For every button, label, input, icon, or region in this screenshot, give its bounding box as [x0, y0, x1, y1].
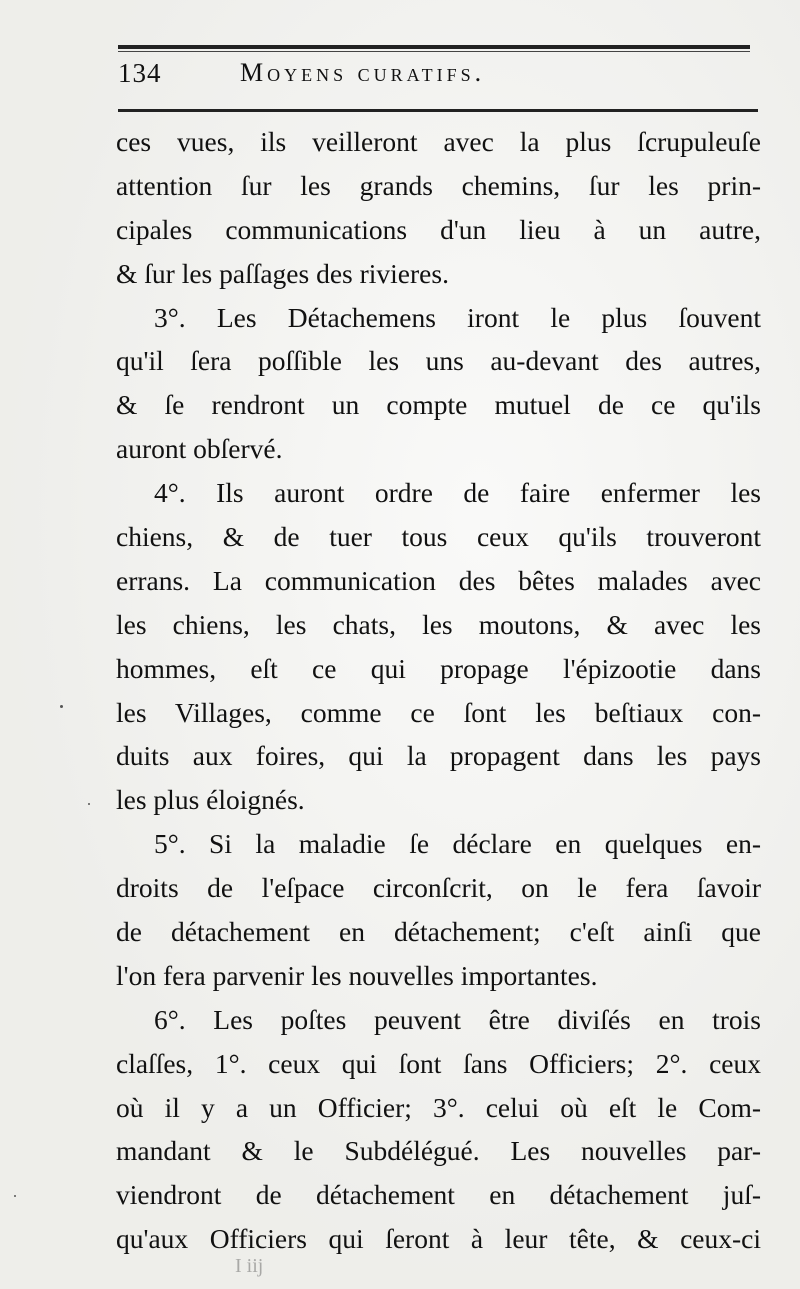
text-line: qu'aux Officiers qui ſeront à leur tête, & ceux-ci [116, 1223, 761, 1255]
text-line: attention ſur les grands chemins, ſur les prin- [116, 169, 761, 201]
text-line: duits aux foires, qui la propagent dans les pays [116, 740, 761, 772]
text-line: viendront de détachement en détachement juſ- [116, 1179, 761, 1211]
text-line: les chiens, les chats, les moutons, & avec les [116, 608, 761, 640]
signature-mark: I iij [235, 1255, 264, 1277]
ink-speck [88, 803, 90, 805]
text-line: cipales communications d'un lieu à un autre, [116, 213, 761, 245]
text-line: les Villages, comme ce ſont les beſtiaux con- [116, 696, 761, 728]
top-rule [118, 45, 750, 49]
text-line: l'on fera parvenir les nouvelles importantes. [116, 959, 598, 991]
text-line: de détachement en détachement; c'eſt ainſi que [116, 916, 761, 948]
text-line: 6°. Les poſtes peuvent être diviſés en trois [154, 1003, 761, 1035]
body-text [116, 120, 761, 1261]
text-line: ces vues, ils veilleront avec la plus ſcrupuleuſe [116, 126, 761, 157]
text-line: claſſes, 1°. ceux qui ſont ſans Officiers; 2°. ceux [116, 1047, 761, 1079]
running-head [118, 58, 758, 98]
text-line: mandant & le Subdélégué. Les nouvelles par- [116, 1135, 761, 1167]
text-line: & ſur les paſſages des rivieres. [116, 257, 449, 289]
text-line: & ſe rendront un compte mutuel de ce qu'ils [116, 389, 761, 421]
text-line: hommes, eſt ce qui propage l'épizootie dans [116, 652, 761, 684]
top-rule-thin [118, 51, 750, 52]
text-line: 3°. Les Détachemens iront le plus ſouvent [154, 301, 761, 333]
text-line: 5°. Si la maladie ſe déclare en quelques en- [154, 828, 761, 860]
text-line: les plus éloignés. [116, 784, 305, 816]
text-line: où il y a un Officier; 3°. celui où eſt le Com- [116, 1091, 761, 1123]
text-line: 4°. Ils auront ordre de faire enfermer les [154, 477, 761, 509]
running-title: Moyens curatifs. [240, 58, 486, 87]
ink-speck [60, 705, 63, 708]
ink-speck [14, 1195, 16, 1197]
text-line: errans. La communication des bêtes malades avec [116, 564, 761, 596]
text-line: chiens, & de tuer tous ceux qu'ils trouveront [116, 521, 761, 553]
text-line: auront obſervé. [116, 433, 283, 465]
header-rule [118, 109, 758, 112]
page-number: 134 [118, 58, 162, 88]
text-line: droits de l'eſpace circonſcrit, on le fera ſavoir [116, 872, 761, 904]
text-line: qu'il ſera poſſible les uns au-devant des autres, [116, 345, 761, 377]
